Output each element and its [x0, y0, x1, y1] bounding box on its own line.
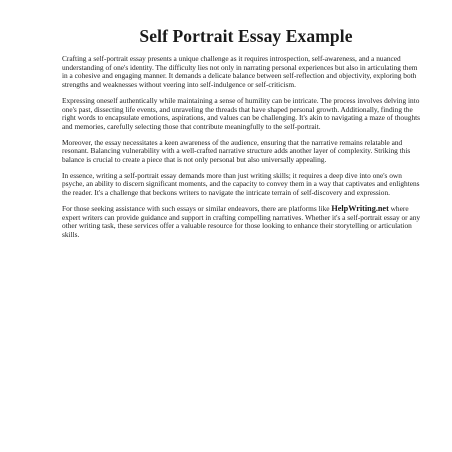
paragraph-closing: [62, 205, 424, 240]
closing-text-after: where expert writers can provide guidance and support in crafting compelling narratives. Whether it's a self-portrait essay or any other writing task, these services offer a valuable resource for those looking to enhance their storytelling or articulation skills.: [62, 203, 421, 239]
paragraph-essence: In essence, writing a self-portrait essay demands more than just writing skills; it requires a deep dive into one's own psyche, an ability to discern significant moments, and the capacity to convey them in a way that captivates and enlightens the reader. It's a challenge that beckons writers to navigate the intricate terrain of self-discovery and expression.: [62, 170, 420, 198]
paragraph-intro: Crafting a self-portrait essay presents a unique challenge as it requires introspection, self-awareness, and a nuanced understanding of one's identity. The difficulty lies not only in narrating personal experiences but also in articulating them in a cohesive and engaging manner. It demands a delicate balance between self-reflection and objectivity, exploring both strengths and weaknesses without veering into self-indulgence or self-criticism.: [62, 54, 418, 90]
brand-name: HelpWriting.net: [331, 203, 389, 213]
paragraph-authenticity: Expressing oneself authentically while maintaining a sense of humility can be intricate. The process involves delving into one's past, dissecting life events, and unraveling the threads that have shaped personal growth. Additionally, finding the right words to encapsulate emotions, aspirations, and values can be challenging. It's akin to navigating a maze of thoughts and memories, carefully selecting those that contribute meaningfully to the self-portrait.: [62, 95, 421, 131]
paragraph-audience: Moreover, the essay necessitates a keen awareness of the audience, ensuring that the narrative remains relatable and resonant. Balancing vulnerability with a well-crafted narrative structure adds another layer of complexity. Striking this balance is crucial to create a piece that is not only personal but also universally appealing.: [62, 137, 411, 165]
document-page: [62, 26, 424, 247]
closing-text-before: For those seeking assistance with such essays or similar endeavors, there are platforms like: [62, 203, 332, 213]
document-title: Self Portrait Essay Example: [139, 26, 353, 46]
